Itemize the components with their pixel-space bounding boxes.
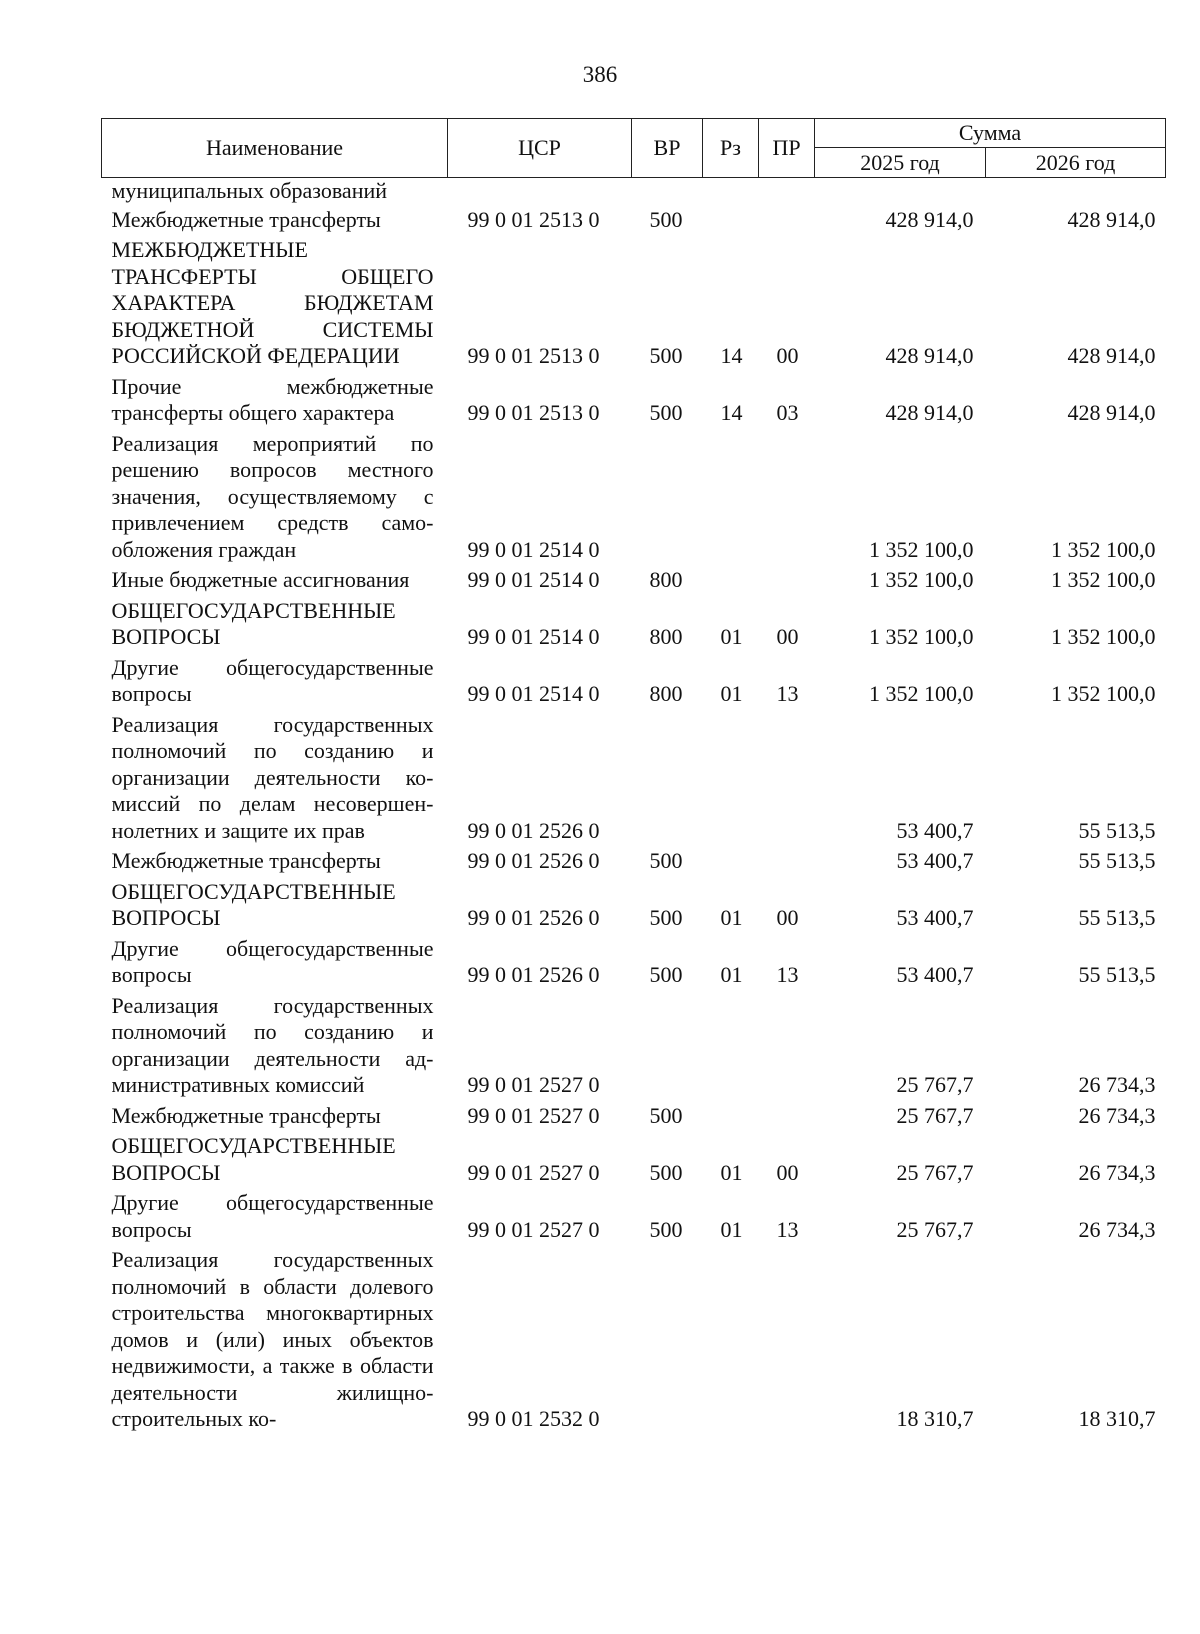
- cell-vr: 500: [649, 206, 683, 232]
- cell-2026: 26 734,3: [1078, 1102, 1156, 1128]
- cell-pr: [759, 993, 815, 1103]
- table-row: [102, 598, 1166, 655]
- cell-pr: [759, 848, 815, 879]
- cell-2026: 1 352 100,0: [1051, 681, 1156, 706]
- cell-csr: 99 0 01 2514 0: [467, 536, 600, 562]
- cell-pr: 00: [776, 905, 799, 930]
- cell-name: Межбюджетные трансферты: [111, 848, 381, 873]
- cell-name: Прочие межбюджетные трансферты общего характера: [111, 373, 434, 425]
- header-vr: ВР: [632, 119, 703, 178]
- cell-rz: 14: [720, 343, 743, 368]
- cell-pr: [759, 1103, 815, 1134]
- cell-2025: 53 400,7: [896, 848, 974, 873]
- cell-pr: 13: [776, 962, 799, 987]
- header-year-2026: 2026 год: [986, 148, 1166, 178]
- cell-2025: 1 352 100,0: [869, 624, 974, 649]
- table-row: [102, 207, 1166, 238]
- cell-vr: 500: [649, 343, 683, 368]
- cell-2025: 1 352 100,0: [869, 681, 974, 706]
- cell-rz: [703, 431, 759, 568]
- cell-csr: 99 0 01 2526 0: [467, 905, 600, 930]
- cell-name: ОБЩЕГОСУДАРСТВЕННЫЕ ВОПРОСЫ: [111, 1133, 396, 1185]
- cell-name: Реализация государственных полномочий по созданию и организации деятельности комиссий по делам несовершеннолетних и защите их прав: [111, 711, 434, 843]
- cell-csr: 99 0 01 2526 0: [467, 962, 600, 987]
- cell-pr: 00: [776, 343, 799, 368]
- cell-vr: [632, 1247, 703, 1437]
- cell-name: Иные бюджетные ассигнования: [111, 567, 410, 592]
- cell-2026: 428 914,0: [1067, 400, 1156, 425]
- cell-name: ОБЩЕГОСУДАРСТВЕННЫЕ ВОПРОСЫ: [111, 878, 396, 930]
- cell-vr: [632, 431, 703, 568]
- cell-2026: 26 734,3: [1078, 1159, 1156, 1185]
- cell-csr: 99 0 01 2513 0: [467, 206, 600, 232]
- cell-2025: 25 767,7: [896, 1072, 974, 1097]
- table-body: [102, 178, 1166, 1437]
- cell-pr: [759, 1247, 815, 1437]
- cell-csr: 99 0 01 2514 0: [467, 624, 600, 649]
- cell-name: Межбюджетные трансферты: [111, 1102, 381, 1128]
- cell-2025: [815, 178, 986, 207]
- cell-pr: [759, 567, 815, 598]
- cell-2025: 428 914,0: [885, 343, 974, 368]
- header-sum: Сумма: [815, 119, 1166, 148]
- cell-2026: [986, 178, 1166, 207]
- page-number: 386: [582, 62, 618, 87]
- cell-2026: 55 513,5: [1078, 817, 1156, 843]
- cell-rz: 01: [720, 962, 743, 987]
- cell-2025: 1 352 100,0: [869, 536, 974, 562]
- cell-rz: 01: [720, 1216, 743, 1242]
- table-row: [102, 178, 1166, 207]
- cell-2025: 25 767,7: [896, 1102, 974, 1128]
- cell-pr: [759, 712, 815, 849]
- cell-csr: 99 0 01 2526 0: [467, 848, 600, 873]
- table-row: [102, 431, 1166, 568]
- cell-pr: 00: [776, 624, 799, 649]
- cell-name: Межбюджетные трансферты: [111, 206, 381, 232]
- cell-2026: 1 352 100,0: [1051, 567, 1156, 592]
- cell-csr: 99 0 01 2513 0: [467, 400, 600, 425]
- cell-csr: 99 0 01 2514 0: [467, 681, 600, 706]
- cell-name: Другие общегосударственные вопросы: [111, 1190, 434, 1242]
- cell-pr: 13: [776, 1216, 799, 1242]
- cell-pr: [759, 178, 815, 207]
- cell-vr: [632, 993, 703, 1103]
- cell-vr: [632, 178, 703, 207]
- cell-rz: 01: [720, 1159, 743, 1185]
- table-row: [102, 567, 1166, 598]
- header-year-2025: 2025 год: [815, 148, 986, 178]
- header-pr: ПР: [759, 119, 815, 178]
- cell-csr: 99 0 01 2527 0: [467, 1102, 600, 1128]
- cell-vr: 800: [649, 681, 683, 706]
- cell-vr: 500: [649, 1216, 683, 1242]
- cell-2026: 1 352 100,0: [1051, 536, 1156, 562]
- cell-2026: 55 513,5: [1078, 848, 1156, 873]
- cell-csr: 99 0 01 2526 0: [467, 817, 600, 843]
- cell-name: Другие общегосударственные вопросы: [111, 654, 434, 706]
- cell-name: Другие общегосударственные вопросы: [111, 935, 434, 987]
- cell-rz: 14: [720, 400, 743, 425]
- cell-pr: 13: [776, 681, 799, 706]
- cell-2026: 55 513,5: [1078, 962, 1156, 987]
- cell-2025: 53 400,7: [896, 962, 974, 987]
- cell-rz: [703, 178, 759, 207]
- cell-2026: 26 734,3: [1078, 1072, 1156, 1097]
- table-row: [102, 936, 1166, 993]
- cell-2025: 1 352 100,0: [869, 567, 974, 592]
- cell-csr: 99 0 01 2527 0: [467, 1159, 600, 1185]
- cell-2025: 428 914,0: [885, 206, 974, 232]
- cell-pr: [759, 207, 815, 238]
- cell-vr: 500: [649, 400, 683, 425]
- cell-name: Реализация государственных полномочий по созданию и организации деятельности административных комиссий: [111, 992, 434, 1097]
- table-header: [102, 119, 1166, 178]
- cell-2026: 428 914,0: [1067, 343, 1156, 368]
- cell-csr: 99 0 01 2527 0: [467, 1216, 600, 1242]
- cell-csr: 99 0 01 2527 0: [467, 1072, 600, 1097]
- cell-rz: [703, 712, 759, 849]
- cell-rz: [703, 567, 759, 598]
- cell-rz: 01: [720, 905, 743, 930]
- table-row: [102, 1247, 1166, 1437]
- header-rz: Рз: [703, 119, 759, 178]
- cell-csr: 99 0 01 2532 0: [467, 1406, 600, 1431]
- cell-2025: 53 400,7: [896, 905, 974, 930]
- cell-vr: 800: [649, 567, 683, 592]
- header-name: Наименование: [102, 119, 448, 178]
- cell-rz: [703, 1247, 759, 1437]
- cell-name: Реализация мероприятий по решению вопросов местного значения, осуществляемому с привлечением средств самообложения граждан: [111, 430, 434, 562]
- table-row: [102, 712, 1166, 849]
- table-row: [102, 374, 1166, 431]
- table-row: [102, 879, 1166, 936]
- cell-csr: 99 0 01 2513 0: [467, 343, 600, 368]
- cell-2026: 26 734,3: [1078, 1216, 1156, 1242]
- table-row: [102, 1133, 1166, 1190]
- cell-rz: [703, 848, 759, 879]
- cell-vr: 500: [649, 962, 683, 987]
- cell-name: МЕЖБЮДЖЕТНЫЕ ТРАНСФЕРТЫ ОБЩЕГО ХАРАКТЕРА БЮДЖЕТАМ БЮДЖЕТНОЙ СИСТЕМЫ РОССИЙСКОЙ ФЕДЕРАЦИИ: [111, 237, 434, 368]
- cell-vr: 500: [649, 848, 683, 873]
- cell-2025: 25 767,7: [896, 1159, 974, 1185]
- cell-csr: 99 0 01 2514 0: [467, 567, 600, 592]
- cell-vr: 500: [649, 1159, 683, 1185]
- cell-vr: [632, 712, 703, 849]
- cell-rz: [703, 993, 759, 1103]
- cell-rz: [703, 1103, 759, 1134]
- cell-2026: 55 513,5: [1078, 905, 1156, 930]
- cell-2026: 18 310,7: [1078, 1406, 1156, 1431]
- cell-2025: 428 914,0: [885, 400, 974, 425]
- table-row: [102, 848, 1166, 879]
- cell-name: Реализация государственных полномочий в области долевого строительства многоквартирных домов и (или) иных объектов недвижимости, а также в области деятельности жилищно-строительных ко-: [111, 1247, 434, 1431]
- cell-2026: 1 352 100,0: [1051, 624, 1156, 649]
- cell-vr: 500: [649, 905, 683, 930]
- cell-csr: [448, 178, 632, 207]
- cell-rz: 01: [720, 681, 743, 706]
- cell-vr: 500: [649, 1102, 683, 1128]
- table-row: [102, 655, 1166, 712]
- cell-vr: 800: [649, 624, 683, 649]
- cell-pr: 03: [776, 400, 799, 425]
- cell-rz: 01: [720, 624, 743, 649]
- cell-rz: [703, 207, 759, 238]
- table-row: [102, 993, 1166, 1103]
- cell-2025: 25 767,7: [896, 1216, 974, 1242]
- cell-2026: 428 914,0: [1067, 206, 1156, 232]
- cell-2025: 18 310,7: [896, 1406, 974, 1431]
- cell-pr: 00: [776, 1159, 799, 1185]
- header-csr: ЦСР: [448, 119, 632, 178]
- cell-name: муниципальных образований: [111, 178, 388, 203]
- cell-name: ОБЩЕГОСУДАРСТВЕННЫЕ ВОПРОСЫ: [111, 597, 396, 649]
- budget-table: [101, 118, 1166, 1437]
- table-row: [102, 1190, 1166, 1247]
- table-row: [102, 237, 1166, 374]
- cell-2025: 53 400,7: [896, 817, 974, 843]
- table-row: [102, 1103, 1166, 1134]
- cell-pr: [759, 431, 815, 568]
